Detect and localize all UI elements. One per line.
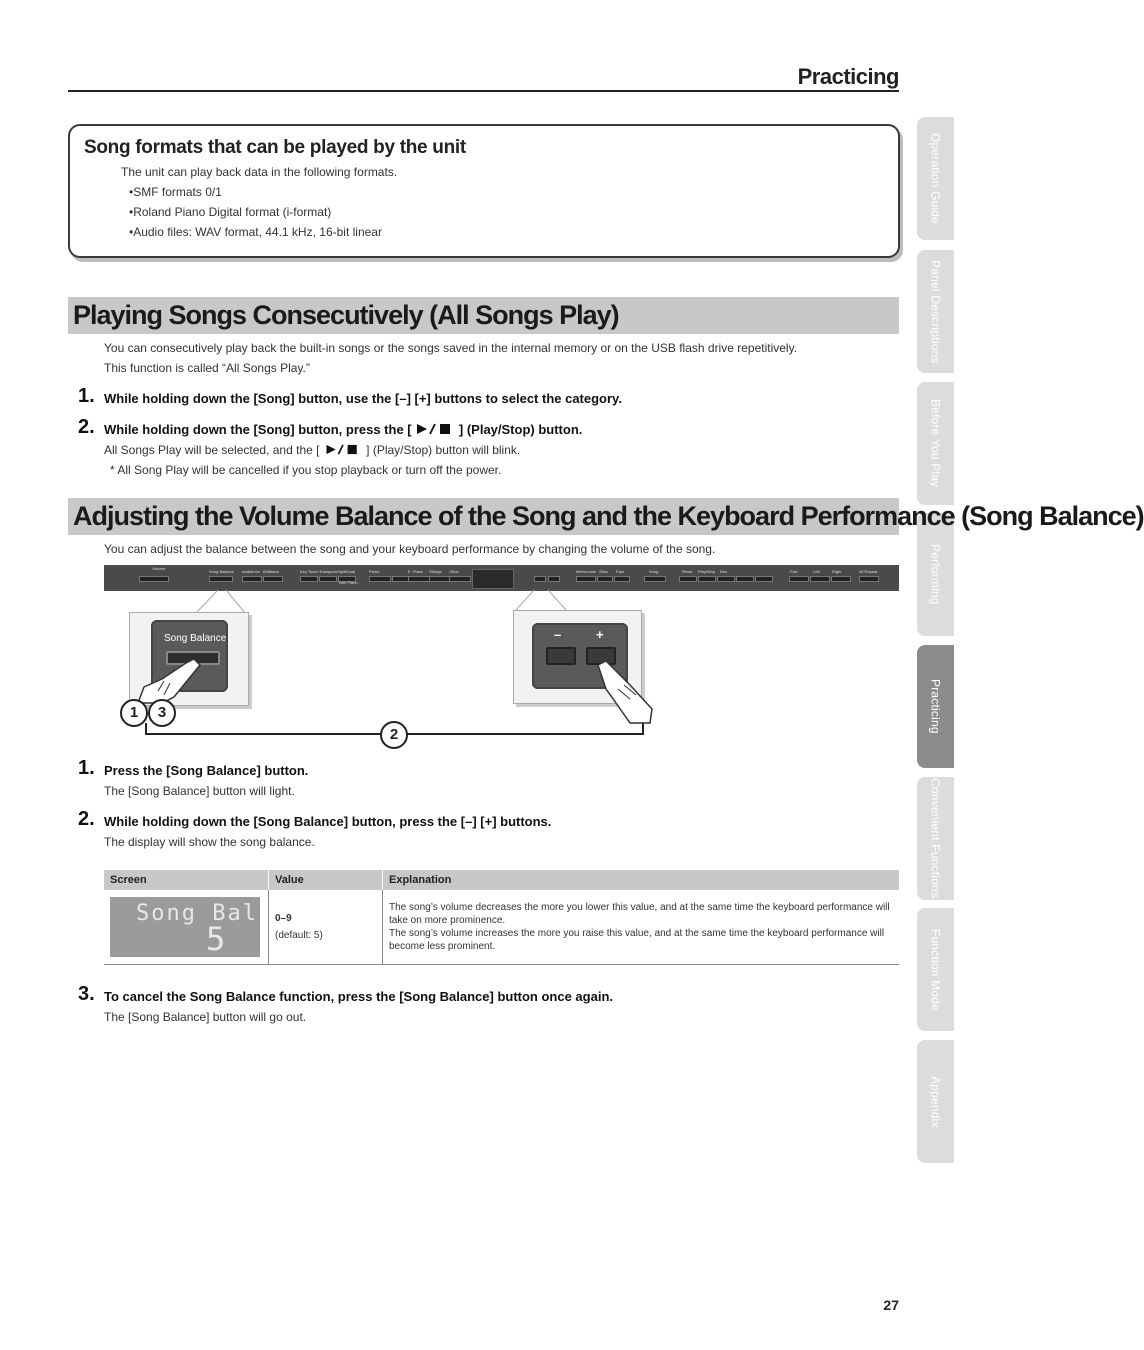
all-songs-intro: You can consecutively play back the built-in songs or the songs saved in the internal memory or on the USB flash drive repetitively. (104, 341, 798, 355)
song-balance-zoom (129, 612, 249, 706)
panel-label: Left (813, 569, 820, 574)
table-row (104, 890, 899, 964)
side-tab-label: Convenient Functions (928, 778, 943, 899)
panel-label: Volume (152, 566, 166, 571)
step-instruction: While holding down the [Song] button, use the [–] [+] buttons to select the category. (104, 391, 622, 406)
step-number: 1. (78, 385, 95, 407)
side-tab-label: Practicing (928, 679, 943, 734)
step-body-text: All Songs Play will be selected, and the [ (104, 443, 320, 457)
format-item: •Audio files: WAV format, 44.1 kHz, 16-bit linear (129, 225, 382, 239)
lcd-line-1: Song Bal (136, 900, 258, 926)
panel-label: Play/Stop (698, 569, 716, 574)
value-range: 0–9 (275, 912, 292, 924)
panel-label: Piano (369, 569, 380, 574)
panel-label: Metronome (576, 569, 597, 574)
step-body-text: ] (Play/Stop) button will blink. (366, 443, 521, 457)
side-tab-label: Operation Guide (928, 132, 943, 225)
format-item: •SMF formats 0/1 (129, 185, 222, 199)
step-body: The [Song Balance] button will light. (104, 784, 295, 798)
step-text: ] (Play/Stop) button. (458, 422, 583, 437)
panel-label: Song (649, 569, 659, 574)
step-instruction: While holding down the [Song Balance] button, press the [–] [+] buttons. (104, 814, 552, 829)
table-header: Value (269, 870, 383, 890)
pointing-hand-icon (590, 659, 656, 725)
callout-step-3: 3 (148, 699, 176, 727)
plus-label: + (596, 627, 604, 642)
explanation-text: The song’s volume increases the more you raise this value, and at the same time the keyboard performance will become less prominent. (389, 927, 885, 952)
minus-plus-zoom (513, 610, 642, 704)
step-number: 2. (78, 808, 95, 830)
value-cell (269, 890, 383, 964)
step-instruction: Press the [Song Balance] button. (104, 763, 309, 778)
screen-cell (104, 890, 269, 964)
panel-label: Rec (720, 569, 728, 574)
panel-label: Brilliance (263, 569, 280, 574)
panel-label: E. Piano (408, 569, 424, 574)
step-number: 1. (78, 757, 95, 779)
panel-label: Twin Piano (338, 580, 358, 585)
minus-label: – (554, 627, 562, 642)
panel-label: Slow (599, 569, 608, 574)
step-text: While holding down the [Song] button, press the [ (104, 422, 412, 437)
note: * All Song Play will be cancelled if you stop playback or turn off the power. (110, 463, 502, 477)
panel-label: Right (832, 569, 842, 574)
panel-label: Split/Dual (338, 569, 356, 574)
step-body: The display will show the song balance. (104, 835, 315, 849)
side-tab-label: Before You Play (928, 399, 943, 488)
explanation-text: The song’s volume decreases the more you lower this value, and at the same time the keyboard performance will take on more prominence. (389, 901, 890, 926)
panel-label: Part (790, 569, 798, 574)
table-header: Explanation (383, 870, 900, 890)
all-songs-intro: This function is called “All Songs Play.” (104, 361, 310, 375)
panel-label: Other (449, 569, 460, 574)
panel-label: Song Balance (209, 569, 234, 574)
song-balance-table (104, 870, 899, 965)
page-number: 27 (883, 1297, 899, 1313)
panel-label: All Repeat (859, 569, 878, 574)
format-item: •Roland Piano Digital format (i-format) (129, 205, 332, 219)
panel-label: Transpose (319, 569, 338, 574)
lcd-display (110, 897, 260, 957)
side-tab-label: Appendix (928, 1075, 943, 1128)
all-songs-title: Playing Songs Consecutively (All Songs Play) (73, 300, 619, 330)
step-instruction: To cancel the Song Balance function, press the [Song Balance] button once again. (104, 989, 613, 1004)
step-body: The [Song Balance] button will go out. (104, 1010, 307, 1024)
balance-intro: You can adjust the balance between the song and your keyboard performance by changing the volume of the song. (104, 542, 716, 556)
panel-label: Fast (616, 569, 624, 574)
panel-label: Ambience (242, 569, 260, 574)
formats-heading: Song formats that can be played by the unit (84, 137, 466, 158)
pointing-hand-icon (134, 657, 204, 705)
minus-zoom-button (546, 647, 576, 665)
side-tab-label: Performing (928, 544, 943, 605)
explanation-cell (383, 890, 900, 964)
panel-label: Reset (682, 569, 693, 574)
song-balance-label: Song Balance (164, 633, 227, 644)
section-title: Practicing (797, 64, 899, 89)
panel-label: Key Touch (300, 569, 319, 574)
table-header-row (104, 870, 899, 890)
panel-label: Strings (429, 569, 442, 574)
table-header: Screen (104, 870, 269, 890)
formats-intro: The unit can play back data in the following formats. (121, 165, 398, 179)
callout-step-1: 1 (120, 699, 148, 727)
callout-step-2: 2 (380, 721, 408, 749)
step-number: 2. (78, 416, 95, 438)
lcd-line-2: 5 (206, 919, 226, 958)
side-tab-label: Panel Descriptions (928, 259, 943, 364)
side-tab-label: Function Mode (928, 928, 943, 1011)
value-default: (default: 5) (275, 929, 323, 941)
balance-title: Adjusting the Volume Balance of the Song and the Keyboard Performance (Song Balance) (73, 501, 1144, 531)
step-number: 3. (78, 983, 95, 1005)
